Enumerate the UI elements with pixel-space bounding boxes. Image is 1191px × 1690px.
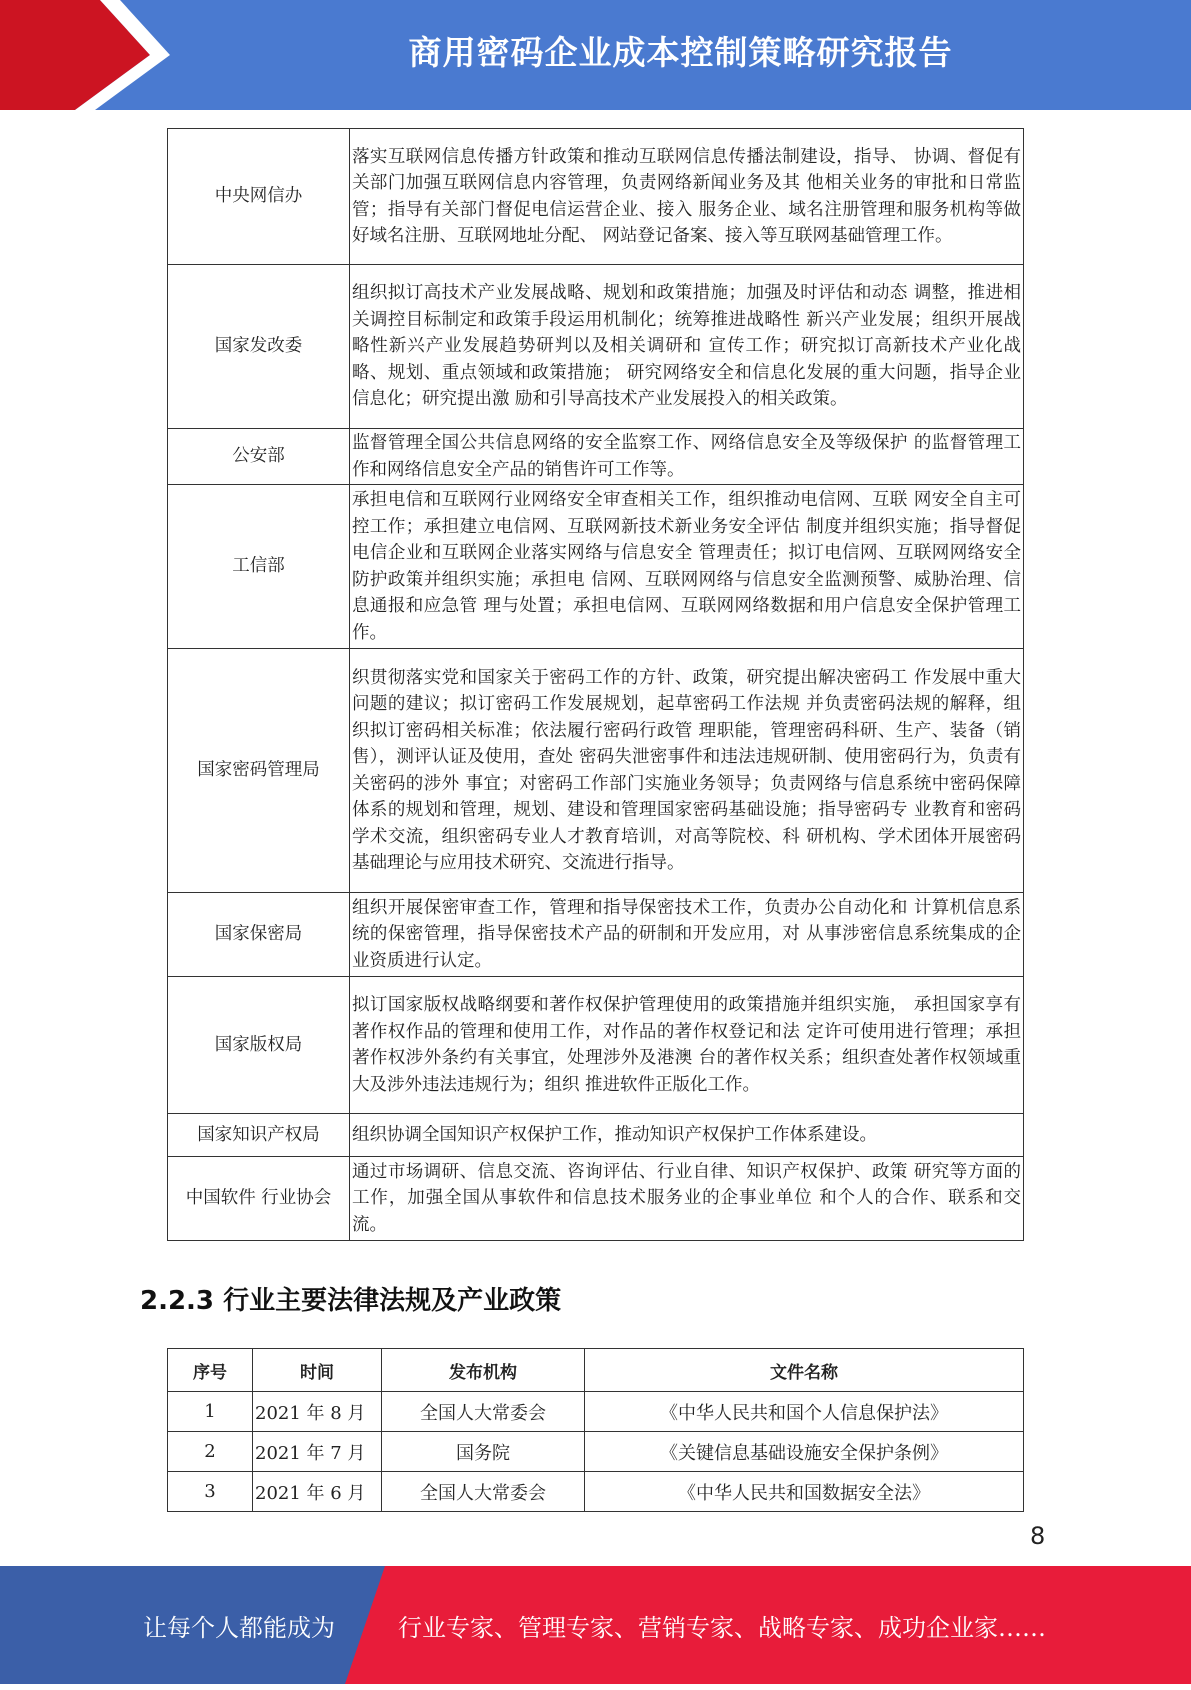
duty-cell: 组织开展保密审查工作，管理和指导保密技术工作，负责办公自动化和 计算机信息系统的保密管理，指导保密技术产品的研制和开发应用，对 从事涉密信息系统集成的企业资质进行认定。: [350, 893, 1024, 977]
table-row: [168, 129, 1024, 265]
page-footer: [0, 1566, 1191, 1684]
duty-cell: 落实互联网信息传播方针政策和推动互联网信息传播法制建设，指导、 协调、督促有关部门加强互联网信息内容管理，负责网络新闻业务及其 他相关业务的审批和日常监管；指导有关部门督促电信运营企业、接入 服务企业、域名注册管理和服务机构等做好域名注册、互联网地址分配、 网站登记备案、接入等互联网基础管理工作。: [350, 129, 1024, 265]
duty-cell: 织贯彻落实党和国家关于密码工作的方针、政策，研究提出解决密码工 作发展中重大问题的建议；拟订密码工作发展规划，起草密码工作法规 并负责密码法规的解释，组织拟订密码相关标准；依法履行密码行政管 理职能，管理密码科研、生产、装备（销售），测评认证及使用，查处 密码失泄密事件和违法违规研制、使用密码行为，负责有关密码的涉外 事宜；对密码工作部门实施业务领导；负责网络与信息系统中密码保障 体系的规划和管理，规划、建设和管理国家密码基础设施；指导密码专 业教育和密码学术交流，组织密码专业人才教育培训，对高等院校、科 研机构、学术团体开展密码基础理论与应用技术研究、交流进行指导。: [350, 649, 1024, 893]
laws-table: [167, 1348, 1024, 1512]
table-row: [168, 1392, 1024, 1432]
index-cell: 1: [168, 1392, 253, 1432]
index-cell: 3: [168, 1472, 253, 1512]
table-cutoff-mask: [150, 1513, 1050, 1533]
table-row: [168, 977, 1024, 1114]
duty-cell: 通过市场调研、信息交流、咨询评估、行业自律、知识产权保护、政策 研究等方面的工作，加强全国从事软件和信息技术服务业的企事业单位 和个人的合作、联系和交流。: [350, 1157, 1024, 1241]
section-heading: 2.2.3 行业主要法律法规及产业政策: [140, 1286, 562, 1316]
org-cell: 中央网信办: [168, 129, 350, 265]
table-row: [168, 429, 1024, 485]
column-header-document: 文件名称: [585, 1349, 1024, 1392]
document-cell: 《中华人民共和国个人信息保护法》: [585, 1392, 1024, 1432]
org-cell: 国家发改委: [168, 265, 350, 429]
date-cell: 2021 年 7 月: [253, 1432, 382, 1472]
document-cell: 《关键信息基础设施安全保护条例》: [585, 1432, 1024, 1472]
department-duties-table: [167, 128, 1024, 1241]
org-cell: 工信部: [168, 485, 350, 649]
org-cell: 国家知识产权局: [168, 1114, 350, 1157]
publisher-cell: 全国人大常委会: [382, 1472, 585, 1512]
duty-cell: 组织协调全国知识产权保护工作，推动知识产权保护工作体系建设。: [350, 1114, 1024, 1157]
column-header-date: 时间: [253, 1349, 382, 1392]
header-title: 商用密码企业成本控制策略研究报告: [408, 33, 953, 72]
org-cell: 公安部: [168, 429, 350, 485]
table-header-row: [168, 1349, 1024, 1392]
table-row: [168, 1114, 1024, 1157]
page-header: [0, 0, 1191, 110]
footer-slogan-right: 行业专家、管理专家、营销专家、战略专家、成功企业家……: [398, 1614, 1046, 1642]
duty-cell: 拟订国家版权战略纲要和著作权保护管理使用的政策措施并组织实施， 承担国家享有著作权作品的管理和使用工作，对作品的著作权登记和法 定许可使用进行管理；承担著作权涉外条约有关事宜，处理涉外及港澳 台的著作权关系；组织查处著作权领域重大及涉外违法违规行为；组织 推进软件正版化工作。: [350, 977, 1024, 1114]
org-cell: 国家保密局: [168, 893, 350, 977]
duty-cell: 承担电信和互联网行业网络安全审查相关工作，组织推动电信网、互联 网安全自主可控工作；承担建立电信网、互联网新技术新业务安全评估 制度并组织实施；指导督促电信企业和互联网企业落实网络与信息安全 管理责任；拟订电信网、互联网网络安全防护政策并组织实施；承担电 信网、互联网网络与信息安全监测预警、威胁治理、信息通报和应急管 理与处置；承担电信网、互联网网络数据和用户信息安全保护管理工作。: [350, 485, 1024, 649]
org-cell: 国家版权局: [168, 977, 350, 1114]
table-row: [168, 649, 1024, 893]
table-row: [168, 485, 1024, 649]
date-cell: 2021 年 6 月: [253, 1472, 382, 1512]
org-cell: 中国软件 行业协会: [168, 1157, 350, 1241]
document-cell: 《中华人民共和国数据安全法》: [585, 1472, 1024, 1512]
page-number: 8: [1030, 1522, 1046, 1550]
duty-cell: 组织拟订高技术产业发展战略、规划和政策措施；加强及时评估和动态 调整，推进相关调控目标制定和政策手段运用机制化；统筹推进战略性 新兴产业发展；组织开展战略性新兴产业发展趋势研判以及相关调研和 宣传工作；研究拟订高新技术产业化战略、规划、重点领域和政策措施； 研究网络安全和信息化发展的重大问题，指导企业信息化；研究提出激 励和引导高技术产业发展投入的相关政策。: [350, 265, 1024, 429]
table-row: [168, 265, 1024, 429]
footer-slogan-left: 让每个人都能成为: [143, 1614, 335, 1642]
table-row: [168, 1157, 1024, 1241]
org-cell: 国家密码管理局: [168, 649, 350, 893]
table-row: [168, 1472, 1024, 1512]
column-header-index: 序号: [168, 1349, 253, 1392]
table-row: [168, 1432, 1024, 1472]
table-row: [168, 893, 1024, 977]
column-header-publisher: 发布机构: [382, 1349, 585, 1392]
publisher-cell: 国务院: [382, 1432, 585, 1472]
duty-cell: 监督管理全国公共信息网络的安全监察工作、网络信息安全及等级保护 的监督管理工作和网络信息安全产品的销售许可工作等。: [350, 429, 1024, 485]
date-cell: 2021 年 8 月: [253, 1392, 382, 1432]
index-cell: 2: [168, 1432, 253, 1472]
publisher-cell: 全国人大常委会: [382, 1392, 585, 1432]
